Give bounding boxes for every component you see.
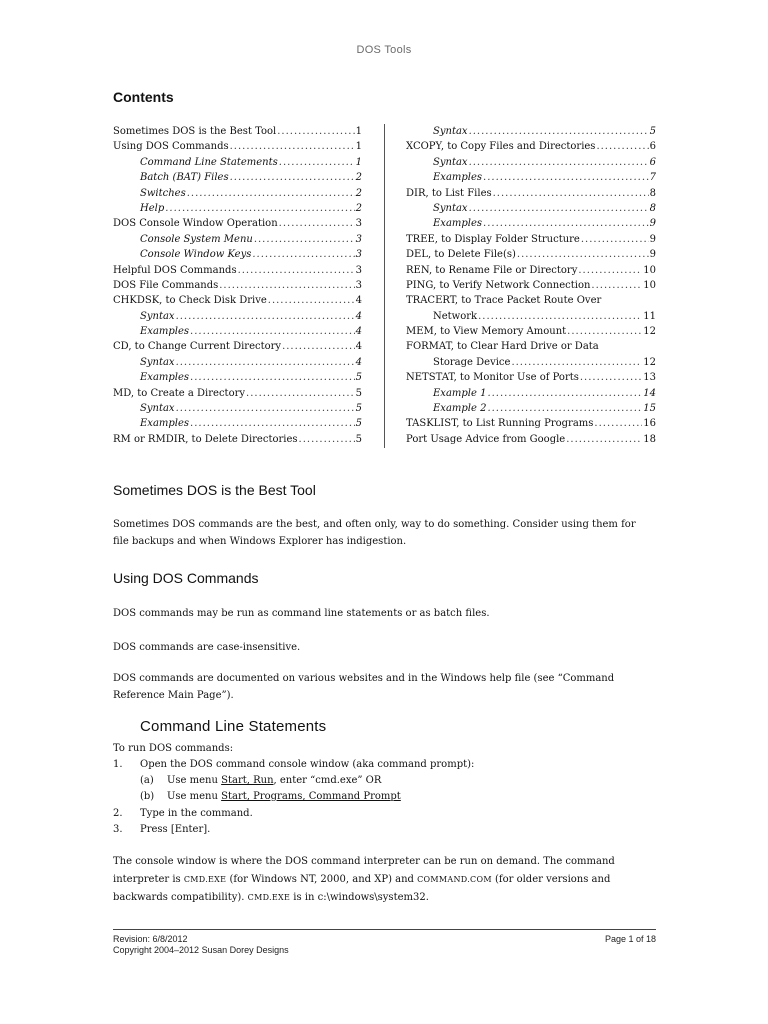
toc-leader-dots: [230, 139, 355, 154]
toc-entry-title: Batch (BAT) Files: [140, 172, 229, 184]
console-text-c: (for older versions and backwards compatibility).: [113, 874, 611, 903]
toc-entry[interactable]: [113, 124, 362, 139]
toc-entry-page: 9: [649, 249, 656, 261]
toc-leader-dots: [176, 401, 355, 416]
toc-entry[interactable]: [113, 416, 362, 431]
toc-entry-title: Sometimes DOS is the Best Tool: [113, 126, 277, 137]
console-text-a: The console window is where the DOS command interpreter can be run on demand. The command interpreter is: [113, 856, 615, 885]
toc-entry-title: Examples: [140, 326, 190, 338]
step-2-text: Type in the command.: [140, 808, 253, 819]
toc-entry[interactable]: [406, 201, 656, 216]
toc-entry[interactable]: [406, 293, 656, 308]
toc-column-divider: [384, 124, 385, 448]
toc-leader-dots: [566, 432, 642, 447]
footer-page-number: Page 1 of 18: [604, 934, 656, 944]
toc-entry-title: Network: [433, 310, 478, 322]
toc-entry-page: 4: [355, 295, 362, 307]
toc-entry-page: 4: [355, 341, 362, 353]
steps-intro: To run DOS commands:: [113, 743, 234, 754]
toc-entry-page: 6: [649, 141, 656, 153]
paragraph-case-insensitive: DOS commands are case-insensitive.: [113, 642, 301, 653]
toc-leader-dots: [469, 155, 649, 170]
toc-leader-dots: [511, 355, 642, 370]
toc-entry-title: Example 1: [433, 387, 487, 399]
console-text-d: is in c:\windows\system32.: [290, 892, 429, 903]
toc-entry-page: 8: [649, 202, 656, 214]
toc-leader-dots: [277, 124, 354, 139]
toc-entry[interactable]: [406, 124, 656, 139]
toc-entry[interactable]: [113, 355, 362, 370]
toc-leader-dots: [483, 170, 649, 185]
toc-entry-page: 4: [355, 326, 362, 338]
toc-leader-dots: [190, 416, 355, 431]
toc-entry-title: MEM, to View Memory Amount: [406, 326, 567, 338]
toc-entry-page: 9: [649, 233, 656, 245]
toc-entry[interactable]: [113, 309, 362, 324]
toc-entry-page: 16: [643, 418, 656, 430]
menu-path-start-run: Start, Run: [221, 775, 274, 786]
toc-entry-page: 3: [355, 233, 362, 245]
paragraph-documented: DOS commands are documented on various websites and in the Windows help file (see “Command Reference Main Page”).: [113, 673, 615, 701]
toc-entry-page: 5: [355, 387, 362, 399]
toc-entry[interactable]: [113, 186, 362, 201]
toc-entry-page: 1: [355, 156, 362, 168]
toc-entry-page: 3: [355, 279, 362, 291]
toc-leader-dots: [282, 339, 355, 354]
toc-entry-title: DOS Console Window Operation: [113, 218, 278, 230]
toc-leader-dots: [580, 370, 642, 385]
toc-entry[interactable]: [406, 186, 656, 201]
toc-entry-title: Syntax: [433, 202, 468, 214]
step-1-text: Open the DOS command console window (aka command prompt):: [140, 759, 475, 770]
toc-entry[interactable]: [406, 216, 656, 231]
toc-entry[interactable]: [406, 432, 656, 447]
console-text-b: (for Windows NT, 2000, and XP) and: [226, 874, 418, 885]
toc-leader-dots: [165, 201, 354, 216]
toc-entry[interactable]: [113, 293, 362, 308]
toc-entry[interactable]: [113, 170, 362, 185]
toc-entry-title: Example 2: [433, 403, 487, 415]
toc-entry-title: Examples: [433, 172, 483, 184]
toc-leader-dots: [493, 186, 649, 201]
toc-entry-page: 1: [355, 126, 362, 137]
toc-entry[interactable]: [113, 386, 362, 401]
toc-leader-dots: [487, 401, 642, 416]
toc-entry-title: REN, to Rename File or Directory: [406, 264, 578, 276]
toc-entry-title: PING, to Verify Network Connection: [406, 279, 591, 291]
toc-entry[interactable]: [113, 216, 362, 231]
toc-leader-dots: [252, 247, 354, 262]
toc-entry[interactable]: [113, 232, 362, 247]
toc-entry-title: XCOPY, to Copy Files and Directories: [406, 141, 596, 153]
toc-leader-dots: [230, 170, 355, 185]
toc-entry-page: 4: [355, 310, 362, 322]
section-heading-using-dos: Using DOS Commands: [113, 570, 259, 586]
toc-entry-page: 15: [643, 403, 656, 415]
toc-entry-page: 13: [643, 372, 656, 384]
toc-entry-title: CHKDSK, to Check Disk Drive: [113, 295, 267, 307]
toc-entry-page: 5: [355, 433, 362, 445]
toc-entry-title: Syntax: [433, 156, 468, 168]
toc-entry-page: 5: [355, 372, 362, 384]
toc-entry[interactable]: [406, 170, 656, 185]
running-header: DOS Tools: [356, 44, 412, 56]
toc-entry-title: Port Usage Advice from Google: [406, 433, 566, 445]
toc-leader-dots: [581, 232, 649, 247]
subsection-heading-command-line: Command Line Statements: [140, 718, 327, 735]
footer-copyright: Copyright 2004–2012 Susan Dorey Designs: [113, 945, 289, 955]
toc-entry-title: Console Window Keys: [140, 249, 252, 261]
toc-leader-dots: [268, 293, 355, 308]
toc-entry-page: 10: [643, 279, 656, 291]
toc-entry-page: 18: [643, 433, 656, 445]
cmd-exe-term: CMD.EXE: [183, 875, 227, 884]
toc-entry-title: TREE, to Display Folder Structure: [406, 233, 580, 245]
toc-leader-dots: [483, 216, 649, 231]
toc-entry-title: TRACERT, to Trace Packet Route Over: [406, 295, 602, 307]
footer-rule: [113, 929, 656, 930]
toc-entry-page: 2: [355, 187, 362, 199]
paragraph-console-window: [113, 853, 653, 907]
toc-leader-dots: [517, 247, 649, 262]
toc-entry[interactable]: [113, 263, 362, 278]
toc-entry-title: DOS File Commands: [113, 279, 219, 291]
toc-entry-page: 3: [355, 264, 362, 276]
toc-entry[interactable]: [113, 278, 362, 293]
toc-entry-title: Switches: [140, 187, 186, 199]
toc-leader-dots: [254, 232, 355, 247]
toc-entry-title: DEL, to Delete File(s): [406, 249, 516, 261]
toc-entry-title: Syntax: [140, 403, 175, 415]
toc-entry-page: 12: [643, 326, 656, 338]
toc-leader-dots: [578, 263, 642, 278]
toc-entry[interactable]: [406, 324, 656, 339]
toc-entry-title: MD, to Create a Directory: [113, 387, 246, 399]
toc-entry-page: 5: [355, 403, 362, 415]
section-body-best-tool: Sometimes DOS commands are the best, and often only, way to do something. Consider using them for file backups and when Windows Explorer has indigestion.: [113, 519, 636, 547]
toc-leader-dots: [190, 370, 355, 385]
toc-leader-dots: [591, 278, 642, 293]
toc-entry-title: Examples: [140, 372, 190, 384]
toc-entry-page: 2: [355, 172, 362, 184]
toc-entry[interactable]: [113, 432, 362, 447]
step-2-number: 2.: [113, 808, 123, 819]
toc-leader-dots: [187, 186, 355, 201]
menu-path-command-prompt: Start, Programs, Command Prompt: [221, 791, 401, 802]
toc-entry-title: Examples: [433, 218, 483, 230]
toc-entry-title: Using DOS Commands: [113, 141, 229, 153]
toc-entry-title: CD, to Change Current Directory: [113, 341, 282, 353]
toc-entry[interactable]: [406, 247, 656, 262]
toc-entry-title: DIR, to List Files: [406, 187, 492, 199]
toc-leader-dots: [596, 139, 648, 154]
step-1a-label: (a): [140, 775, 154, 786]
toc-entry[interactable]: [406, 339, 656, 354]
toc-leader-dots: [176, 309, 355, 324]
step-1b-label: (b): [140, 791, 155, 802]
footer-revision: Revision: 6/8/2012: [113, 934, 188, 944]
toc-entry[interactable]: [406, 355, 656, 370]
toc-entry-page: 14: [643, 387, 656, 399]
toc-entry-page: 4: [355, 356, 362, 368]
step-3: [113, 822, 210, 838]
toc-entry[interactable]: [406, 370, 656, 385]
toc-entry-title: NETSTAT, to Monitor Use of Ports: [406, 372, 579, 384]
step-1b-prefix: Use menu: [167, 791, 222, 802]
step-1-number: 1.: [113, 759, 123, 770]
toc-entry[interactable]: [113, 201, 362, 216]
toc-entry[interactable]: [113, 339, 362, 354]
toc-entry-title: Storage Device: [433, 356, 511, 368]
toc-entry-page: 1: [355, 141, 362, 153]
toc-entry-page: 10: [643, 264, 656, 276]
toc-leader-dots: [279, 155, 355, 170]
contents-heading: Contents: [113, 89, 174, 105]
toc-leader-dots: [299, 432, 355, 447]
toc-leader-dots: [219, 278, 354, 293]
toc-leader-dots: [487, 386, 642, 401]
toc-entry-page: 3: [355, 218, 362, 230]
command-com-term: COMMAND.COM: [417, 875, 492, 884]
toc-entry-title: Syntax: [140, 310, 175, 322]
step-2: [113, 806, 253, 822]
toc-entry-title: TASKLIST, to List Running Programs: [406, 418, 594, 430]
toc-entry[interactable]: [113, 401, 362, 416]
toc-entry[interactable]: [113, 139, 362, 154]
toc-leader-dots: [246, 386, 355, 401]
toc-entry[interactable]: [113, 324, 362, 339]
toc-left-column: [113, 124, 362, 447]
step-1b: [140, 789, 401, 805]
toc-entry[interactable]: [113, 370, 362, 385]
toc-leader-dots: [238, 263, 355, 278]
toc-entry-title: Syntax: [140, 356, 175, 368]
toc-right-column: [406, 124, 656, 447]
step-1a-prefix: Use menu: [167, 775, 222, 786]
toc-leader-dots: [469, 201, 649, 216]
toc-leader-dots: [478, 309, 642, 324]
toc-entry-title: Examples: [140, 418, 190, 430]
toc-leader-dots: [567, 324, 642, 339]
toc-leader-dots: [176, 355, 355, 370]
paragraph-run-as: DOS commands may be run as command line statements or as batch files.: [113, 608, 490, 619]
toc-entry-title: Help: [140, 202, 165, 214]
toc-entry-title: Console System Menu: [140, 233, 253, 245]
toc-leader-dots: [279, 216, 355, 231]
toc-entry-page: 7: [649, 172, 656, 184]
toc-entry-title: Syntax: [433, 126, 468, 137]
toc-entry-title: Helpful DOS Commands: [113, 264, 237, 276]
cmd-exe-term-2: CMD.EXE: [247, 893, 291, 902]
toc-entry-title: FORMAT, to Clear Hard Drive or Data: [406, 341, 599, 353]
toc-entry[interactable]: [406, 416, 656, 431]
toc-entry[interactable]: [113, 247, 362, 262]
toc-entry-page: 6: [649, 156, 656, 168]
toc-entry[interactable]: [406, 139, 656, 154]
toc-entry[interactable]: [406, 155, 656, 170]
toc-entry-page: 9: [649, 218, 656, 230]
toc-leader-dots: [594, 416, 642, 431]
toc-entry[interactable]: [406, 232, 656, 247]
step-1a-suffix: , enter “cmd.exe” OR: [273, 775, 382, 786]
toc-entry-page: 3: [355, 249, 362, 261]
toc-entry-title: Command Line Statements: [140, 156, 278, 168]
toc-entry-page: 8: [649, 187, 656, 199]
toc-entry[interactable]: [406, 263, 656, 278]
toc-entry[interactable]: [113, 155, 362, 170]
toc-entry-page: 5: [649, 126, 656, 137]
toc-entry-page: 2: [355, 202, 362, 214]
toc-entry-title: RM or RMDIR, to Delete Directories: [113, 433, 298, 445]
section-heading-best-tool: Sometimes DOS is the Best Tool: [113, 482, 316, 498]
toc-entry[interactable]: [406, 401, 656, 416]
toc-entry[interactable]: [406, 386, 656, 401]
step-3-number: 3.: [113, 824, 123, 835]
toc-leader-dots: [469, 124, 649, 139]
step-1: [113, 757, 474, 773]
toc-entry-page: 5: [355, 418, 362, 430]
toc-leader-dots: [190, 324, 355, 339]
step-1a: [140, 773, 381, 789]
step-3-text: Press [Enter].: [140, 824, 211, 835]
toc-entry[interactable]: [406, 309, 656, 324]
toc-entry-page: 12: [643, 356, 656, 368]
toc-entry[interactable]: [406, 278, 656, 293]
toc-entry-page: 11: [643, 310, 656, 322]
